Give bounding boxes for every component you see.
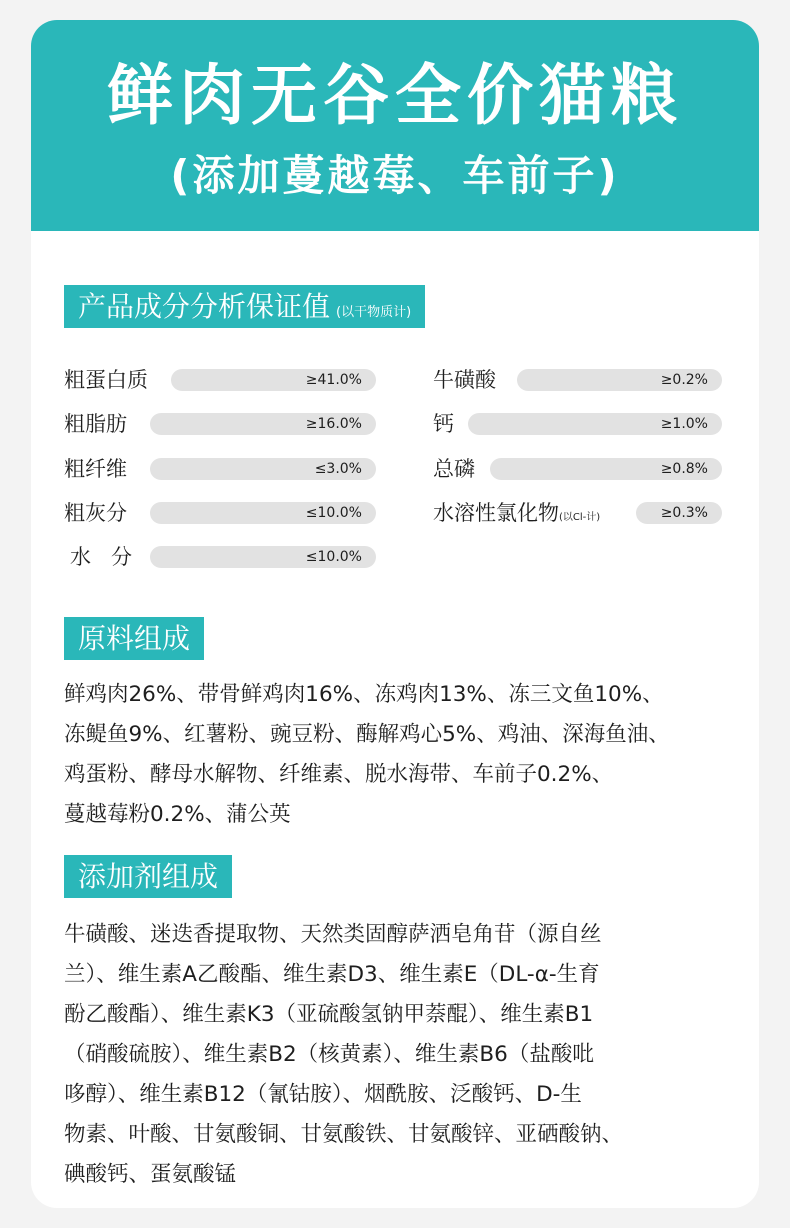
nutrient-bar bbox=[150, 458, 376, 480]
nutrient-label: 总磷 bbox=[433, 457, 475, 481]
ingredients-text bbox=[64, 675, 744, 835]
additives-heading: 添加剂组成 bbox=[64, 855, 232, 898]
nutrient-bar bbox=[517, 369, 722, 391]
nutrient-bar bbox=[468, 413, 722, 435]
nutrient-value: ≥1.0% bbox=[660, 416, 708, 432]
nutrient-label: 粗灰分 bbox=[64, 501, 127, 525]
additives-line: 哆醇）、维生素B12（氰钴胺）、烟酰胺、泛酸钙、D-生 bbox=[64, 1082, 582, 1107]
nutrient-label: 水 分 bbox=[70, 545, 133, 569]
product-title: 鲜肉无谷全价猫粮 bbox=[107, 57, 683, 134]
nutrient-label-text: 水溶性氯化物 bbox=[433, 501, 559, 525]
nutrient-label: 粗纤维 bbox=[64, 457, 127, 481]
nutrient-bar bbox=[150, 546, 376, 568]
nutrient-row-calcium bbox=[433, 409, 725, 439]
analysis-heading bbox=[64, 285, 425, 328]
nutrient-bar bbox=[150, 502, 376, 524]
nutrient-row-fiber bbox=[64, 454, 376, 484]
header-banner bbox=[31, 20, 759, 231]
ingredients-heading: 原料组成 bbox=[64, 617, 204, 660]
nutrient-value: ≤10.0% bbox=[305, 549, 362, 565]
ingredients-line: 蔓越莓粉0.2%、蒲公英 bbox=[64, 802, 291, 827]
product-card bbox=[31, 20, 759, 1208]
additives-line: 碘酸钙、蛋氨酸锰 bbox=[64, 1162, 237, 1187]
nutrient-row-chloride bbox=[433, 498, 725, 528]
nutrient-bar bbox=[150, 413, 376, 435]
nutrient-row-ash bbox=[64, 498, 376, 528]
nutrient-label: 牛磺酸 bbox=[433, 368, 496, 392]
nutrient-value: ≥41.0% bbox=[305, 372, 362, 388]
nutrient-label: 粗脂肪 bbox=[64, 412, 127, 436]
ingredients-line: 鸡蛋粉、酵母水解物、纤维素、脱水海带、车前子0.2%、 bbox=[64, 762, 614, 787]
nutrient-bar bbox=[636, 502, 722, 524]
nutrient-row-taurine bbox=[433, 365, 725, 395]
nutrient-value: ≥0.3% bbox=[660, 505, 708, 521]
analysis-heading-text: 产品成分分析保证值 bbox=[78, 290, 331, 323]
analysis-heading-note: (以干物质计) bbox=[336, 305, 412, 320]
ingredients-line: 冻鳀鱼9%、红薯粉、豌豆粉、酶解鸡心5%、鸡油、深海鱼油、 bbox=[64, 722, 670, 747]
additives-line: 酚乙酸酯）、维生素K3（亚硫酸氢钠甲萘醌）、维生素B1 bbox=[64, 1002, 594, 1027]
nutrient-bar bbox=[490, 458, 722, 480]
additives-line: 牛磺酸、迷迭香提取物、天然类固醇萨洒皂角苷（源自丝 bbox=[64, 922, 602, 947]
nutrient-row-fat bbox=[64, 409, 376, 439]
nutrient-value: ≥0.2% bbox=[660, 372, 708, 388]
additives-text bbox=[64, 915, 744, 1195]
nutrient-value: ≤3.0% bbox=[314, 461, 362, 477]
nutrient-label: 钙 bbox=[433, 412, 454, 436]
nutrient-value: ≤10.0% bbox=[305, 505, 362, 521]
nutrient-label-note: (以Cl-计) bbox=[559, 512, 601, 523]
nutrient-row-protein bbox=[64, 365, 376, 395]
nutrient-bar bbox=[171, 369, 376, 391]
ingredients-line: 鲜鸡肉26%、带骨鲜鸡肉16%、冻鸡肉13%、冻三文鱼10%、 bbox=[64, 682, 664, 707]
product-subtitle: (添加蔓越莓、车前子) bbox=[170, 151, 620, 200]
additives-line: 兰）、维生素A乙酸酯、维生素D3、维生素E（DL-α-生育 bbox=[64, 962, 600, 987]
additives-line: （硝酸硫胺）、维生素B2（核黄素）、维生素B6（盐酸吡 bbox=[64, 1042, 594, 1067]
nutrient-label: 粗蛋白质 bbox=[64, 368, 148, 392]
additives-line: 物素、叶酸、甘氨酸铜、甘氨酸铁、甘氨酸锌、亚硒酸钠、 bbox=[64, 1122, 624, 1147]
nutrient-label bbox=[433, 498, 600, 528]
nutrient-value: ≥16.0% bbox=[305, 416, 362, 432]
nutrient-row-moisture bbox=[64, 542, 376, 572]
nutrient-value: ≥0.8% bbox=[660, 461, 708, 477]
nutrient-row-phosphorus bbox=[433, 454, 725, 484]
